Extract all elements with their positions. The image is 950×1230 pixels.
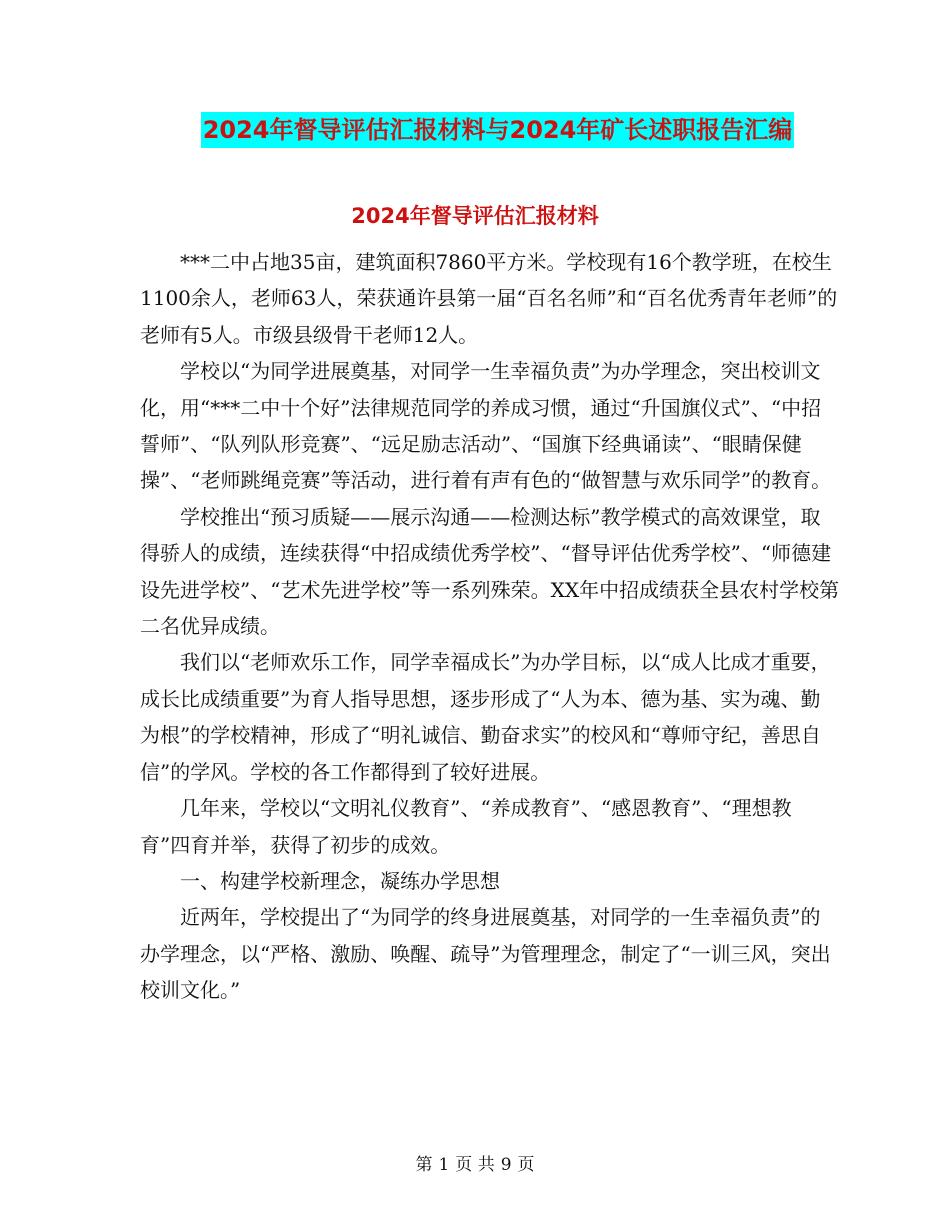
footer-suffix: 页: [517, 1155, 535, 1175]
page-footer: [0, 1153, 950, 1177]
heading-1: 一、构建学校新理念，凝练办学思想: [180, 868, 500, 893]
document-body: [140, 244, 840, 1009]
paragraph-6: 近两年，学校提出了“为同学的终身进展奠基，对同学的一生幸福负责”的办学理念，以“严格、激励、唤醒、疏导”为管理理念，制定了“一训三风，突出校训文化。”: [140, 905, 831, 1003]
section-title: 2024年督导评估汇报材料: [351, 204, 599, 228]
paragraph-2: 学校以“为同学进展奠基，对同学一生幸福负责”为办学理念，突出校训文化，用“***二中十个好”法律规范同学的养成习惯，通过“升国旗仪式”、“中招誓师”、“队列队形竞赛”、“远足励志活动”、“国旗下经典诵读”、“眼睛保健操”、“老师跳绳竞赛”等活动，进行着有声有色的“做智慧与欢乐同学”的教育。: [140, 359, 832, 493]
footer-mid: 页 共: [455, 1155, 495, 1175]
main-title-container: [0, 112, 950, 148]
document-main-title: 2024年督导评估汇报材料与2024年矿长述职报告汇编: [201, 112, 795, 148]
paragraph-3: 学校推出“预习质疑——展示沟通——检测达标”教学模式的高效课堂，取得骄人的成绩，连续获得“中招成绩优秀学校”、“督导评估优秀学校”、“师德建设先进学校”、“艺术先进学校”等一系列殊荣。XX年中招成绩获全县农村学校第二名优异成绩。: [140, 504, 840, 639]
paragraph-5: 几年来，学校以“文明礼仪教育”、“养成教育”、“感恩教育”、“理想教育”四育并举，获得了初步的成效。: [140, 796, 792, 857]
paragraph-1: ***二中占地35亩，建筑面积7860平方米。学校现有16个教学班，在校生1100余人，老师63人，荣获通许县第一届“百名名师”和“百名优秀青年老师”的老师有5人。市级县级骨干老师12人。: [140, 250, 838, 347]
paragraph-4: 我们以“老师欢乐工作，同学幸福成长”为办学目标，以“成人比成才重要，成长比成绩重要”为育人指导思想，逐步形成了“人为本、德为基、实为魂、勤为根”的学校精神，形成了“明礼诚信、勤奋求实”的校风和“尊师守纪，善思自信”的学风。学校的各工作都得到了较好进展。: [140, 650, 831, 784]
footer-total-pages: 9: [500, 1155, 512, 1175]
footer-page-number: 1: [438, 1155, 450, 1175]
footer-prefix: 第: [415, 1155, 433, 1175]
